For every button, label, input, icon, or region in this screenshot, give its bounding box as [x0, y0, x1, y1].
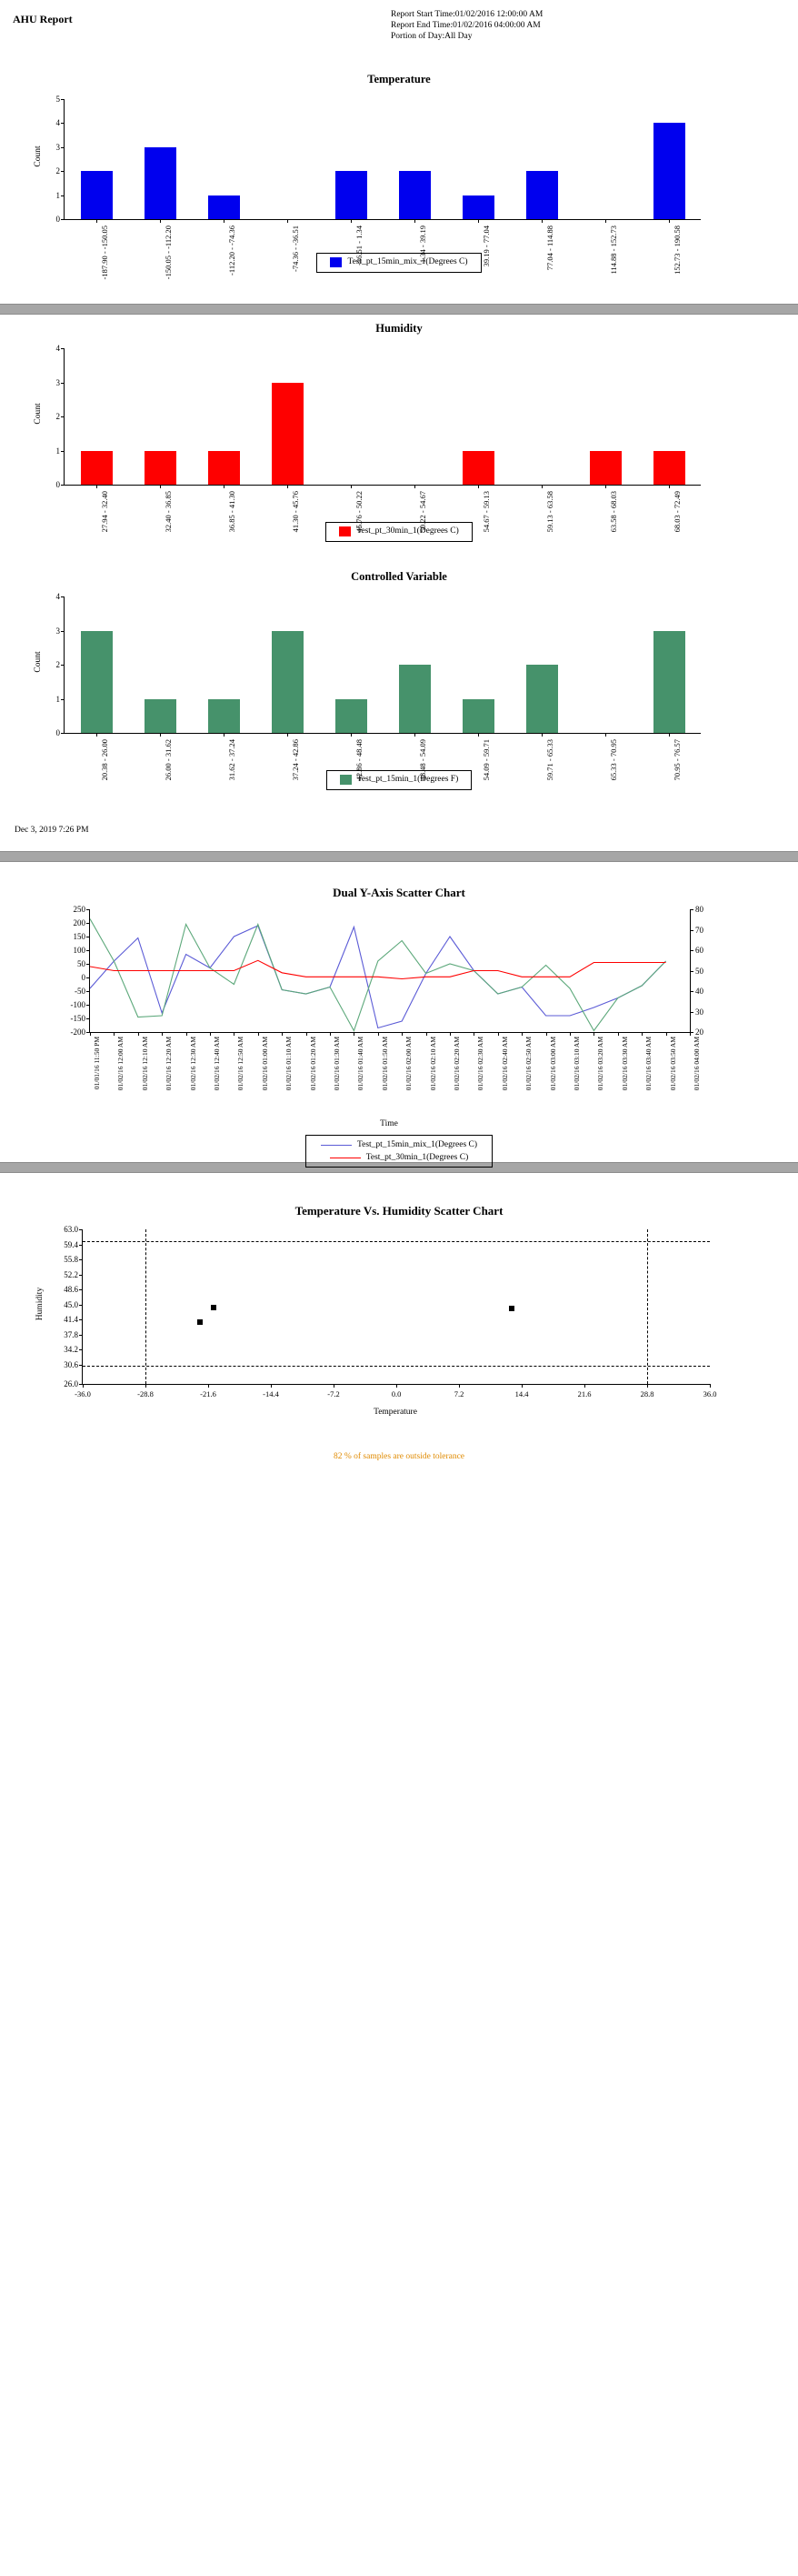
chart-humidity — [0, 336, 798, 563]
x-axis-tick-label: 01/01/16 11:50 PM — [93, 1037, 101, 1090]
x-axis-tick-label: -21.6 — [200, 1389, 216, 1398]
x-axis-tick-label: 01/02/16 04:00 AM — [693, 1037, 701, 1091]
report-generated-timestamp: Dec 3, 2019 7:26 PM — [15, 826, 89, 835]
chart-legend — [0, 1135, 798, 1168]
y-axis-tick-label: 5 — [55, 95, 60, 104]
y2-axis-tick — [690, 950, 693, 951]
y2-axis-tick-label: 70 — [695, 925, 703, 935]
x-axis-tick — [186, 1032, 187, 1036]
y2-axis-tick — [690, 991, 693, 992]
histogram-bar — [145, 699, 176, 734]
x-axis-tick — [96, 219, 97, 223]
x-axis-tick-label: 01/02/16 01:50 AM — [380, 1037, 389, 1091]
x-axis-tick — [546, 1032, 547, 1036]
x-axis-tick — [396, 1384, 397, 1388]
x-axis-tick-label: 01/02/16 02:30 AM — [476, 1037, 485, 1091]
x-axis-category-label: 48.48 - 54.09 — [418, 739, 427, 781]
y-axis-tick-label: 0 — [55, 480, 60, 489]
x-axis-tick — [710, 1384, 711, 1388]
x-axis-tick — [287, 733, 288, 737]
x-axis-tick-label: 01/02/16 12:30 AM — [188, 1037, 197, 1091]
y-axis-title: Count — [34, 403, 43, 425]
x-axis-tick-label: 01/02/16 01:40 AM — [356, 1037, 365, 1091]
x-axis-tick-label: 28.8 — [640, 1389, 654, 1398]
x-axis-category-label: -36.51 - 1.34 — [354, 226, 364, 266]
y-axis-tick-label: 50 — [77, 959, 85, 968]
histogram-bar — [463, 195, 494, 219]
x-axis-tick — [426, 1032, 427, 1036]
plot-area — [64, 1225, 717, 1398]
x-axis-category-label: -74.36 - -36.51 — [291, 226, 300, 272]
x-axis-category-label: 54.67 - 59.13 — [482, 491, 491, 533]
x-axis-tick-label: 01/02/16 03:20 AM — [596, 1037, 605, 1091]
y-axis-tick-label: 4 — [55, 592, 60, 601]
x-axis-tick-label: 01/02/16 02:00 AM — [404, 1037, 414, 1091]
y-axis-tick-label: 1 — [55, 190, 60, 200]
y-axis-tick-label: 4 — [55, 118, 60, 128]
legend-box — [325, 522, 473, 542]
y2-axis-tick — [690, 909, 693, 910]
chart-temperature — [0, 86, 798, 286]
y-axis-tick-label: 37.8 — [64, 1329, 78, 1339]
x-axis-tick — [160, 219, 161, 223]
histogram-bar — [81, 171, 113, 219]
legend-item — [339, 525, 459, 537]
x-axis-category-label: 54.09 - 59.71 — [482, 739, 491, 781]
x-axis-tick — [542, 219, 543, 223]
x-axis-category-label: -187.90 - -150.05 — [100, 226, 109, 280]
x-axis-category-label: 42.86 - 48.48 — [354, 739, 364, 781]
x-axis-tick — [414, 485, 415, 488]
y-axis-title: Count — [34, 145, 43, 167]
y2-axis-tick — [690, 1012, 693, 1013]
legend-item — [321, 1138, 477, 1151]
x-axis-tick — [542, 733, 543, 737]
y-axis-tick — [79, 1349, 83, 1350]
y-axis-tick-label: 2 — [55, 660, 60, 669]
x-axis-category-label: 26.00 - 31.62 — [164, 739, 173, 781]
section-temperature — [0, 65, 798, 304]
x-axis-tick — [208, 1384, 209, 1388]
legend-box — [316, 253, 481, 273]
histogram-bar — [208, 699, 240, 734]
x-axis-category-label: 70.95 - 76.57 — [673, 739, 682, 781]
report-start-time: Report Start Time:01/02/2016 12:00:00 AM — [391, 10, 544, 19]
x-axis-tick — [282, 1032, 283, 1036]
y-axis-tick-label: 41.4 — [64, 1315, 78, 1325]
x-axis-category-label: 1.34 - 39.19 — [418, 226, 427, 264]
y-axis-tick-label: -100 — [70, 1000, 85, 1009]
plot-area — [70, 905, 703, 1091]
y-axis-tick — [61, 348, 65, 349]
x-axis-tick — [414, 733, 415, 737]
tolerance-note: 82 % of samples are outside tolerance — [333, 1452, 465, 1461]
x-axis-tick — [647, 1384, 648, 1388]
legend-box — [326, 770, 472, 790]
histogram-bar — [463, 451, 494, 486]
x-axis-tick — [162, 1032, 163, 1036]
y-axis-tick — [61, 416, 65, 417]
x-axis-tick-label: 01/02/16 02:40 AM — [500, 1037, 509, 1091]
x-axis-tick-label: 01/02/16 02:10 AM — [428, 1037, 437, 1091]
legend-swatch — [330, 257, 342, 267]
x-axis-tick — [287, 219, 288, 223]
x-axis-tick-label: -36.0 — [75, 1389, 91, 1398]
x-axis-category-label: 152.73 - 190.58 — [673, 226, 682, 275]
y-axis-tick — [79, 1335, 83, 1336]
y-axis-tick-label: 30.6 — [64, 1359, 78, 1369]
x-axis-tick-label: 01/02/16 03:40 AM — [644, 1037, 653, 1091]
y-axis-tick-label: 200 — [73, 918, 85, 927]
chart-temp-vs-humidity — [0, 1218, 798, 1464]
chart-title-humidity: Humidity — [375, 322, 423, 335]
histogram-bar — [208, 451, 240, 486]
scatter-point — [197, 1319, 203, 1325]
histogram-bar — [463, 699, 494, 734]
y2-axis-tick — [690, 930, 693, 931]
x-axis-category-label: 50.22 - 54.67 — [418, 491, 427, 533]
section-temp-vs-humidity — [0, 1173, 798, 1468]
x-axis-tick — [378, 1032, 379, 1036]
x-axis-tick-label: 36.0 — [703, 1389, 717, 1398]
y-axis-tick-label: 100 — [73, 946, 85, 955]
x-axis-tick-label: 01/02/16 03:00 AM — [548, 1037, 557, 1091]
histogram-bar — [653, 123, 685, 219]
y-axis-tick — [79, 1245, 83, 1246]
y-axis-tick-label: 2 — [55, 412, 60, 421]
x-axis-category-label: 32.40 - 36.85 — [164, 491, 173, 533]
x-axis-tick — [114, 1032, 115, 1036]
section-humidity-controlled — [0, 315, 798, 851]
y-axis-tick — [61, 665, 65, 666]
x-axis-tick-label: 01/02/16 12:20 AM — [165, 1037, 174, 1091]
legend-swatch — [340, 775, 352, 785]
x-axis-tick — [459, 1384, 460, 1388]
x-axis-tick-label: 01/02/16 12:40 AM — [213, 1037, 221, 1091]
x-axis-title: Temperature — [374, 1408, 417, 1417]
y2-axis-tick-label: 50 — [695, 966, 703, 976]
x-axis-category-label: 20.38 - 26.00 — [100, 739, 109, 781]
x-axis-tick — [351, 733, 352, 737]
x-axis-category-label: 41.30 - 45.76 — [291, 491, 300, 533]
x-axis-tick-label: -7.2 — [327, 1389, 340, 1398]
y2-axis-tick-label: 20 — [695, 1027, 703, 1037]
y-axis-tick-label: 55.8 — [64, 1255, 78, 1265]
y-axis-tick — [61, 123, 65, 124]
section-dual-axis — [0, 862, 798, 1162]
x-axis-tick — [145, 1384, 146, 1388]
y-axis-tick-label: 34.2 — [64, 1345, 78, 1355]
y-axis-tick — [79, 1229, 83, 1230]
y-axis-tick-label: 63.0 — [64, 1225, 78, 1234]
x-axis-tick — [570, 1032, 571, 1036]
y-axis-tick-label: 250 — [73, 905, 85, 914]
x-axis-tick-label: 01/02/16 03:30 AM — [620, 1037, 629, 1091]
legend-label: Test_pt_30min_1(Degrees C) — [365, 1153, 469, 1162]
y-axis-tick — [61, 171, 65, 172]
y-axis-tick — [61, 699, 65, 700]
y-axis-tick — [61, 451, 65, 452]
x-axis-tick-label: 01/02/16 03:10 AM — [573, 1037, 581, 1091]
x-axis-tick — [542, 485, 543, 488]
x-axis-tick — [90, 1032, 91, 1036]
section-divider — [0, 304, 798, 315]
chart-title-dual-axis: Dual Y-Axis Scatter Chart — [333, 886, 465, 899]
histogram-bar — [145, 147, 176, 219]
histogram-bar — [335, 699, 367, 734]
line-series — [90, 919, 666, 1031]
y-axis-tick-label: -200 — [70, 1027, 85, 1037]
x-axis-tick — [669, 733, 670, 737]
chart-controlled-variable — [0, 584, 798, 811]
report-portion-of-day: Portion of Day:All Day — [391, 32, 473, 41]
y-axis-title: Humidity — [35, 1287, 45, 1321]
histogram-bar — [81, 451, 113, 486]
chart-legend — [0, 770, 798, 790]
y-axis-tick-label: 0 — [55, 215, 60, 224]
legend-line — [321, 1145, 352, 1146]
y-axis-tick-label: 2 — [55, 166, 60, 176]
page-title: AHU Report — [13, 13, 73, 25]
y2-axis-tick — [690, 971, 693, 972]
y-axis-tick — [79, 1259, 83, 1260]
histogram-bar — [590, 451, 622, 486]
x-axis-tick — [414, 219, 415, 223]
y-axis-tick — [61, 485, 65, 486]
histogram-bar — [145, 451, 176, 486]
report-meta — [391, 9, 543, 42]
x-axis-tick — [258, 1032, 259, 1036]
x-axis-category-label: -112.20 - -74.36 — [227, 226, 236, 276]
x-axis-category-label: -150.05 - -112.20 — [164, 226, 173, 280]
x-axis-category-label: 59.13 - 63.58 — [545, 491, 554, 533]
x-axis-tick — [478, 485, 479, 488]
y-axis-title: Count — [34, 651, 43, 673]
x-axis-tick-label: 01/02/16 01:00 AM — [260, 1037, 269, 1091]
x-axis-category-label: 68.03 - 72.49 — [673, 491, 682, 533]
y-axis-tick-label: 4 — [55, 344, 60, 353]
report-header — [0, 0, 798, 65]
x-axis-tick — [351, 485, 352, 488]
x-axis-category-label: 45.76 - 50.22 — [354, 491, 364, 533]
histogram-bar — [272, 631, 304, 734]
section-divider — [0, 851, 798, 862]
histogram-bar — [399, 171, 431, 219]
legend-label: Test_pt_15min_mix_1(Degrees C) — [356, 1140, 478, 1149]
x-axis-tick-label: 14.4 — [514, 1389, 529, 1398]
x-axis-tick — [605, 219, 606, 223]
legend-box — [305, 1135, 493, 1168]
legend-label: Test_pt_30min_1(Degrees C) — [356, 526, 459, 536]
x-axis-tick — [522, 1384, 523, 1388]
x-axis-tick — [138, 1032, 139, 1036]
legend-item — [330, 256, 467, 268]
y-axis-tick — [61, 195, 65, 196]
y-axis-tick-label: 48.6 — [64, 1285, 78, 1295]
y-axis-tick — [61, 596, 65, 597]
x-axis-tick — [584, 1384, 585, 1388]
y-axis-tick — [61, 631, 65, 632]
x-axis-category-label: 63.58 - 68.03 — [609, 491, 618, 533]
y-axis-tick — [61, 147, 65, 148]
x-axis-tick — [306, 1032, 307, 1036]
x-axis-category-label: 77.04 - 114.88 — [545, 226, 554, 271]
x-axis-tick — [351, 219, 352, 223]
x-axis-category-label: 36.85 - 41.30 — [227, 491, 236, 533]
x-axis-tick-label: -28.8 — [137, 1389, 154, 1398]
legend-label: Test_pt_15min_mix_1(Degrees C) — [347, 257, 468, 266]
x-axis-tick — [83, 1384, 84, 1388]
x-axis-tick-label: 01/02/16 01:20 AM — [308, 1037, 317, 1091]
scatter-point — [211, 1305, 216, 1310]
histogram-bar — [653, 451, 685, 486]
chart-title-temp-vs-humidity: Temperature Vs. Humidity Scatter Chart — [294, 1204, 504, 1218]
y-axis-tick-label: 3 — [55, 626, 60, 636]
y-axis-tick — [79, 1289, 83, 1290]
x-axis-tick-label: 01/02/16 12:00 AM — [116, 1037, 125, 1091]
histogram-bar — [653, 631, 685, 734]
y2-axis-tick-label: 80 — [695, 905, 703, 914]
x-axis-tick — [160, 485, 161, 488]
y-axis-tick — [61, 219, 65, 220]
histogram-bar — [526, 665, 558, 733]
x-axis-tick-label: 7.2 — [454, 1389, 464, 1398]
y-axis-tick-label: 1 — [55, 446, 60, 456]
x-axis-category-label: 27.94 - 32.40 — [100, 491, 109, 533]
x-axis-tick — [478, 219, 479, 223]
y-axis-tick-label: -150 — [70, 1014, 85, 1023]
y-axis-tick-label: 26.0 — [64, 1379, 78, 1388]
chart-title-controlled: Controlled Variable — [351, 570, 447, 583]
histogram-bar — [526, 171, 558, 219]
y-axis-tick — [79, 1305, 83, 1306]
y-axis-tick — [79, 1319, 83, 1320]
x-axis-tick — [271, 1384, 272, 1388]
x-axis-category-label: 114.88 - 152.73 — [609, 226, 618, 275]
x-axis-tick — [618, 1032, 619, 1036]
x-axis-tick — [498, 1032, 499, 1036]
x-axis-tick-label: 01/02/16 12:10 AM — [140, 1037, 149, 1091]
x-axis-tick — [605, 733, 606, 737]
x-axis-tick — [287, 485, 288, 488]
x-axis-tick — [96, 485, 97, 488]
x-axis-tick — [522, 1032, 523, 1036]
x-axis-category-label: 31.62 - 37.24 — [227, 739, 236, 781]
y-axis-tick — [61, 383, 65, 384]
x-axis-tick — [690, 1032, 691, 1036]
x-axis-tick-label: 01/02/16 02:50 AM — [524, 1037, 534, 1091]
x-axis-tick — [330, 1032, 331, 1036]
x-axis-tick-label: 01/02/16 03:50 AM — [668, 1037, 677, 1091]
legend-swatch — [339, 526, 351, 536]
x-axis-tick — [666, 1032, 667, 1036]
y-axis-tick-label: 45.0 — [64, 1299, 78, 1309]
y-axis-tick-label: 0 — [81, 973, 85, 982]
x-axis-category-label: 37.24 - 42.86 — [291, 739, 300, 781]
report-end-time: Report End Time:01/02/2016 04:00:00 AM — [391, 21, 541, 30]
y-axis-tick-label: 59.4 — [64, 1239, 78, 1249]
x-axis-category-label: 39.19 - 77.04 — [482, 226, 491, 267]
histogram-bar — [272, 383, 304, 486]
y-axis-tick-label: 0 — [55, 728, 60, 737]
line-series — [90, 960, 666, 978]
x-axis-category-label: 59.71 - 65.33 — [545, 739, 554, 781]
chart-legend — [0, 253, 798, 273]
y2-axis-tick-label: 30 — [695, 1007, 703, 1017]
legend-item — [330, 1151, 469, 1164]
x-axis-tick — [669, 219, 670, 223]
y-axis-tick-label: 3 — [55, 377, 60, 387]
y2-axis-tick-label: 40 — [695, 987, 703, 996]
y-axis-tick-label: -50 — [75, 987, 85, 996]
y-axis-tick-label: 1 — [55, 694, 60, 704]
x-axis-tick — [402, 1032, 403, 1036]
line-series-group — [90, 909, 690, 1032]
x-axis-tick — [478, 733, 479, 737]
tolerance-line-horizontal — [83, 1366, 710, 1367]
tolerance-line-vertical — [145, 1229, 146, 1384]
chart-dual-axis — [0, 900, 798, 1162]
x-axis-tick-label: 01/02/16 12:50 AM — [236, 1037, 245, 1091]
x-axis-tick — [210, 1032, 211, 1036]
y-axis-tick-label: 3 — [55, 142, 60, 152]
tolerance-line-vertical — [647, 1229, 648, 1384]
y-axis-tick — [79, 1275, 83, 1276]
histogram-bar — [208, 195, 240, 219]
histogram-bar — [399, 665, 431, 733]
x-axis-tick — [450, 1032, 451, 1036]
x-axis-tick — [96, 733, 97, 737]
x-axis-tick-label: 0.0 — [391, 1389, 402, 1398]
histogram-bar — [335, 171, 367, 219]
x-axis-tick — [669, 485, 670, 488]
x-axis-tick-label: -14.4 — [263, 1389, 279, 1398]
x-axis-tick-label: 01/02/16 02:20 AM — [453, 1037, 461, 1091]
y-axis-tick — [61, 99, 65, 100]
tolerance-line-horizontal — [83, 1241, 710, 1242]
legend-label: Test_pt_15min_1(Degrees F) — [356, 775, 459, 784]
x-axis-tick-label: 01/02/16 01:10 AM — [284, 1037, 294, 1091]
x-axis-tick — [605, 485, 606, 488]
y2-axis-tick-label: 60 — [695, 946, 703, 955]
x-axis-tick — [642, 1032, 643, 1036]
legend-item — [340, 773, 458, 786]
chart-legend — [0, 522, 798, 542]
x-axis-tick — [160, 733, 161, 737]
chart-title-temperature: Temperature — [367, 73, 431, 85]
histogram-bar — [81, 631, 113, 734]
x-axis-category-label: 65.33 - 70.95 — [609, 739, 618, 781]
x-axis-tick-label: 21.6 — [577, 1389, 592, 1398]
x-axis-tick-label: 01/02/16 01:30 AM — [333, 1037, 341, 1091]
y-axis-tick-label: 150 — [73, 932, 85, 941]
y-axis-tick — [61, 733, 65, 734]
y-axis-tick-label: 52.2 — [64, 1269, 78, 1279]
scatter-point — [509, 1306, 514, 1311]
x-axis-title: Time — [380, 1119, 398, 1128]
